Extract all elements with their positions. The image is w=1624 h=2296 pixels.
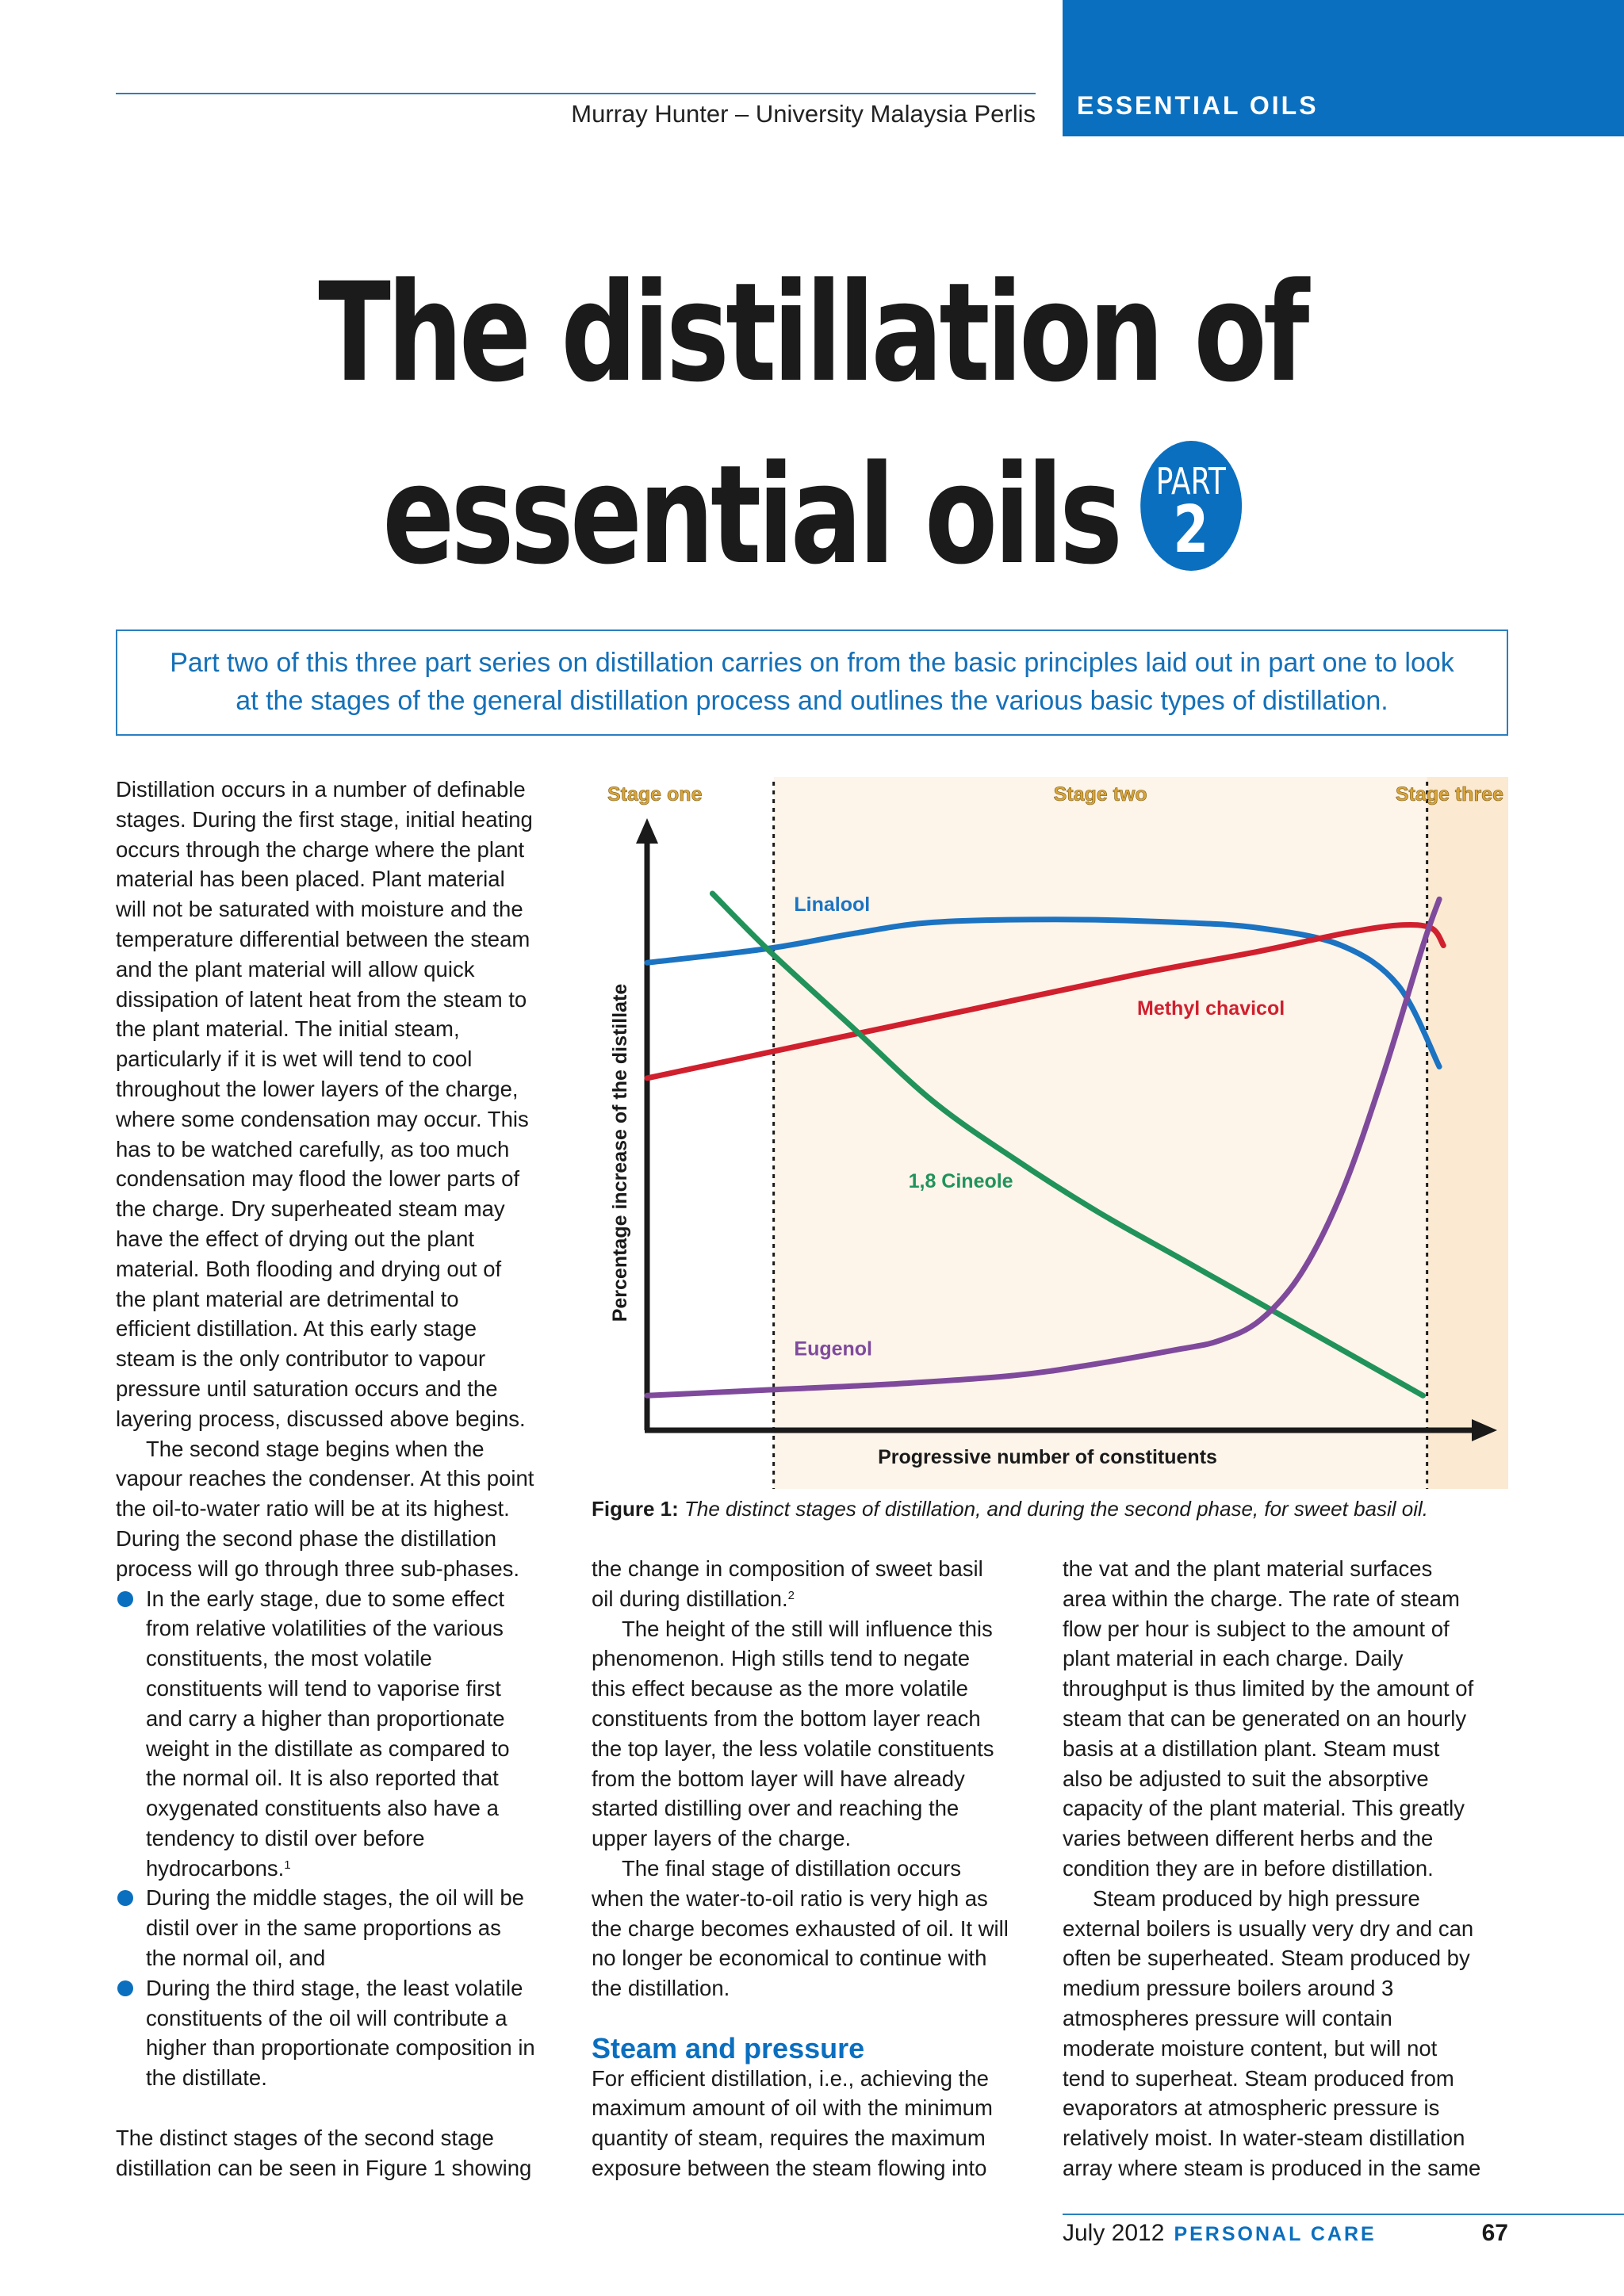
text-line-content: steam that can be generated on an hourly: [1063, 1705, 1467, 1731]
text-line-content: constituents of the oil will contribute a: [146, 2005, 508, 2030]
distillation-chart: [592, 777, 1508, 1489]
body-column-3: [1063, 1554, 1480, 2183]
text-line-content: Distillation occurs in a number of definable: [116, 777, 526, 802]
text-line: [592, 2003, 1009, 2034]
text-line: [1063, 2123, 1480, 2153]
text-line: [116, 1434, 535, 1464]
text-line: [116, 1674, 535, 1704]
page-title-line1: The distillation of: [318, 253, 1306, 412]
text-line: [592, 1554, 1009, 1584]
text-line: [1063, 1823, 1480, 1854]
text-line: [1063, 1734, 1480, 1764]
section-label: ESSENTIAL OILS: [1077, 91, 1319, 120]
text-line: [592, 1854, 1009, 1884]
page-title-line2-text: essential oils: [382, 435, 1120, 595]
text-line-content: where some condensation may occur. This: [116, 1106, 529, 1131]
body-column-2: [592, 1554, 1009, 2183]
text-line: [592, 1823, 1009, 1854]
magazine-name: PERSONAL CARE: [1174, 2223, 1377, 2245]
text-line: [592, 1644, 1009, 1674]
text-line: [1063, 1554, 1480, 1584]
reference-superscript: 1: [284, 1858, 291, 1872]
text-line: [116, 1524, 535, 1554]
text-line: [116, 1823, 535, 1854]
text-line: [116, 1943, 535, 1973]
text-line: [592, 1764, 1009, 1794]
text-line: [116, 1854, 535, 1884]
text-line: [1063, 2153, 1480, 2183]
text-line: [116, 1074, 535, 1104]
text-line: [116, 1164, 535, 1194]
page-title-line2: [178, 434, 1445, 595]
text-line: [116, 1104, 535, 1135]
text-line: [116, 2003, 535, 2034]
text-line: [116, 1464, 535, 1494]
text-line-content: the normal oil, and: [146, 1946, 326, 1971]
text-line: [116, 1135, 535, 1165]
body-column-1: [116, 775, 535, 2183]
text-line-content: condensation may flood the lower parts of: [116, 1166, 520, 1192]
text-line: [116, 1044, 535, 1074]
text-line: [116, 1194, 535, 1224]
text-line-content: often be superheated. Steam produced by: [1063, 1946, 1470, 1971]
text-line: [116, 1584, 535, 1614]
text-line: [116, 1613, 535, 1644]
text-line: [1063, 2003, 1480, 2034]
text-line-content: upper layers of the charge.: [592, 1826, 852, 1851]
text-line-content: the charge. Dry superheated steam may: [116, 1196, 505, 1222]
text-line-content: the charge becomes exhausted of oil. It will: [592, 1915, 1009, 1941]
text-line-content: Steam and pressure: [592, 2031, 865, 2064]
text-line-content: constituents from the bottom layer reach: [592, 1705, 981, 1731]
text-line-content: The height of the still will influence this: [622, 1616, 993, 1641]
text-line: [592, 1884, 1009, 1914]
text-line: [116, 775, 535, 805]
text-line: [1063, 1674, 1480, 1704]
series-label-methyl-chavicol: Methyl chavicol: [1137, 997, 1285, 1020]
subheading: [592, 2031, 1009, 2064]
text-line-content: the distillate.: [146, 2065, 267, 2091]
text-line: [1063, 1704, 1480, 1734]
text-line-content: and carry a higher than proportionate: [146, 1705, 505, 1731]
text-line: [1063, 1943, 1480, 1973]
text-line: [116, 864, 535, 894]
text-line: [116, 1734, 535, 1764]
text-line-content: the plant material are detrimental to: [116, 1286, 459, 1311]
text-line-content: the plant material. The initial steam,: [116, 1016, 460, 1042]
stage-label: Stage three: [1395, 783, 1503, 806]
stage-label: Stage two: [1053, 783, 1147, 806]
text-line: [116, 1554, 535, 1584]
x-axis-label: Progressive number of constituents: [878, 1446, 1217, 1468]
part-badge-number: 2: [1173, 492, 1209, 568]
text-line: [116, 2093, 535, 2123]
text-line: [116, 924, 535, 955]
text-line-content: this effect because as the more volatile: [592, 1676, 968, 1701]
text-line-content: medium pressure boilers around 3: [1063, 1976, 1394, 2001]
text-line: [116, 2063, 535, 2093]
text-line-content: stages. During the first stage, initial heating: [116, 806, 533, 832]
text-line: [116, 1644, 535, 1674]
text-line: [116, 955, 535, 985]
text-line: [116, 894, 535, 924]
text-line: [116, 1224, 535, 1254]
text-line: [1063, 1914, 1480, 1944]
text-line-content: During the second phase the distillation: [116, 1525, 497, 1551]
text-line-content: efficient distillation. At this early stage: [116, 1316, 477, 1341]
text-line-content: maximum amount of oil with the minimum: [592, 2095, 993, 2121]
stage-band: [1427, 777, 1508, 1489]
text-line: [1063, 2034, 1480, 2064]
text-line-content: evaporators at atmospheric pressure is: [1063, 2095, 1440, 2121]
text-line: [116, 1763, 535, 1793]
text-line-content: exposure between the steam flowing into: [592, 2155, 987, 2180]
stage-band: [774, 777, 1427, 1489]
text-line-content: flow per hour is subject to the amount of: [1063, 1616, 1450, 1641]
figure-caption-text: The distinct stages of distillation, and during the second phase, for sweet basil oil.: [684, 1497, 1429, 1521]
text-line-content: tendency to distil over before: [146, 1825, 425, 1850]
text-line-content: also be adjusted to suit the absorptive: [1063, 1766, 1429, 1791]
issue-date: July 2012: [1063, 2220, 1165, 2246]
text-line: [592, 1793, 1009, 1823]
text-line-content: area within the charge. The rate of steam: [1063, 1586, 1460, 1611]
text-line-content: plant material in each charge. Daily: [1063, 1646, 1404, 1671]
bullet-icon: [117, 1890, 133, 1906]
text-line: [116, 1404, 535, 1434]
standfirst-line2: at the stages of the general distillation process and outlines the various basic types of distillation.: [236, 686, 1388, 716]
text-line: [116, 1374, 535, 1404]
text-line: [1063, 1884, 1480, 1914]
text-line: [1063, 1793, 1480, 1823]
text-line: [592, 1734, 1009, 1764]
series-label-linalool: Linalool: [794, 893, 871, 916]
figure-caption-label: Figure 1:: [592, 1497, 679, 1521]
text-line-content: throughout the lower layers of the charge,: [116, 1076, 519, 1101]
text-line-content: steam is the only contributor to vapour: [116, 1346, 486, 1372]
text-line: [116, 1973, 535, 2003]
text-line-content: the change in composition of sweet basil: [592, 1556, 983, 1581]
text-line-content: the oil-to-water ratio will be at its highest.: [116, 1496, 510, 1521]
standfirst-line1: Part two of this three part series on distillation carries on from the basic principles laid out in part one to look: [170, 648, 1454, 678]
reference-superscript: 2: [787, 1588, 795, 1602]
stage-label: Stage one: [607, 783, 703, 806]
text-line: [592, 1614, 1009, 1644]
text-line: [116, 2123, 535, 2153]
text-line: [116, 985, 535, 1015]
text-line-content: process will go through three sub-phases.: [116, 1556, 520, 1581]
text-line-content: the top layer, the less volatile constituents: [592, 1735, 994, 1761]
text-line-content: from the bottom layer will have already: [592, 1766, 965, 1791]
text-line-content: vapour reaches the condenser. At this point: [116, 1466, 534, 1491]
text-line-content: the distillation.: [592, 1976, 730, 2001]
text-line-content: material. Both flooding and drying out of: [116, 1256, 502, 1281]
text-line-content: The second stage begins when the: [146, 1436, 485, 1461]
text-line-content: distil over in the same proportions as: [146, 1915, 501, 1941]
header-rule: [116, 93, 1036, 94]
footer-rule: [1063, 2214, 1624, 2215]
bullet-icon: [117, 1591, 133, 1607]
text-line: [116, 1494, 535, 1524]
text-line: [116, 1704, 535, 1734]
standfirst-box: [116, 629, 1508, 736]
text-line-content: the vat and the plant material surfaces: [1063, 1556, 1433, 1581]
text-line: [116, 1883, 535, 1913]
text-line: [592, 1943, 1009, 1973]
text-line-content: pressure until saturation occurs and the: [116, 1376, 498, 1401]
text-line: [592, 1704, 1009, 1734]
text-line-content: and the plant material will allow quick: [116, 956, 475, 982]
text-line-content: varies between different herbs and the: [1063, 1826, 1434, 1851]
text-line-content: have the effect of drying out the plant: [116, 1226, 475, 1251]
text-line: [592, 2123, 1009, 2153]
footer: [1063, 2220, 1508, 2247]
text-line: [1063, 1973, 1480, 2003]
text-line-content: In the early stage, due to some effect: [146, 1586, 504, 1611]
section-tab: [1063, 0, 1624, 136]
text-line-content: when the water-to-oil ratio is very high as: [592, 1885, 988, 1911]
text-line-content: moderate moisture content, but will not: [1063, 2035, 1438, 2061]
text-line: [116, 835, 535, 865]
text-line-content: material has been placed. Plant material: [116, 867, 505, 892]
text-line-content: array where steam is produced in the same: [1063, 2155, 1481, 2180]
text-line: [1063, 2064, 1480, 2094]
y-axis-label: Percentage increase of the distillate: [609, 983, 631, 1322]
text-line-content: capacity of the plant material. This greatly: [1063, 1796, 1465, 1821]
text-line-content: particularly if it is wet will tend to cool: [116, 1047, 473, 1072]
series-label-eugenol: Eugenol: [794, 1337, 873, 1360]
text-line-content: The distinct stages of the second stage: [116, 2125, 494, 2150]
text-line-content: started distilling over and reaching the: [592, 1796, 959, 1821]
page-number: 67: [1481, 2220, 1508, 2246]
figure-caption: [592, 1497, 1428, 1521]
byline: Murray Hunter – University Malaysia Perlis: [571, 100, 1036, 128]
text-line-content: distillation can be seen in Figure 1 showing: [116, 2155, 532, 2180]
text-line-content: For efficient distillation, i.e., achieving the: [592, 2065, 989, 2091]
text-line-content: no longer be economical to continue with: [592, 1946, 987, 1971]
series-label-1-8-cineole: 1,8 Cineole: [908, 1170, 1013, 1193]
bullet-icon: [117, 1980, 133, 1996]
text-line: [592, 2153, 1009, 2183]
text-line: [592, 1914, 1009, 1944]
text-line-content: constituents will tend to vaporise first: [146, 1675, 501, 1701]
text-line-content: tend to superheat. Steam produced from: [1063, 2065, 1454, 2091]
text-line-content: occurs through the charge where the plant: [116, 836, 525, 862]
text-line-content: basis at a distillation plant. Steam must: [1063, 1735, 1440, 1761]
text-line: [116, 1314, 535, 1344]
text-line: [1063, 1614, 1480, 1644]
text-line-content: quantity of steam, requires the maximum: [592, 2126, 986, 2151]
text-line: [1063, 1854, 1480, 1884]
text-line: [592, 1674, 1009, 1704]
text-line-content: the normal oil. It is also reported that: [146, 1766, 499, 1791]
text-line-content: temperature differential between the steam: [116, 926, 530, 951]
text-line-content: dissipation of latent heat from the steam to: [116, 986, 527, 1012]
text-line: [592, 1973, 1009, 2003]
text-line-content: throughput is thus limited by the amount of: [1063, 1676, 1474, 1701]
text-line: [116, 1254, 535, 1284]
text-line: [116, 2153, 535, 2183]
part-badge-label: PART: [1155, 460, 1226, 503]
text-line: [1063, 1584, 1480, 1614]
text-line-content: will not be saturated with moisture and the: [116, 897, 523, 922]
text-line-content: weight in the distillate as compared to: [146, 1735, 510, 1761]
text-line: [592, 2093, 1009, 2123]
text-line: [116, 1793, 535, 1823]
text-line: [1063, 1644, 1480, 1674]
text-line-content: oil during distillation.: [592, 1586, 788, 1611]
text-line-content: constituents, the most volatile: [146, 1646, 432, 1671]
text-line: [1063, 2093, 1480, 2123]
text-line-content: During the third stage, the least volatile: [146, 1975, 523, 2000]
text-line-content: During the middle stages, the oil will be: [146, 1885, 524, 1911]
text-line: [116, 2033, 535, 2063]
text-line-content: hydrocarbons.: [146, 1855, 285, 1881]
text-line: [116, 1344, 535, 1374]
text-line: [116, 1014, 535, 1044]
text-line: [1063, 1764, 1480, 1794]
text-line-content: from relative volatilities of the various: [146, 1616, 504, 1641]
text-line-content: relatively moist. In water-steam distillation: [1063, 2126, 1465, 2151]
text-line-content: layering process, discussed above begins.: [116, 1406, 526, 1431]
text-line-content: oxygenated constituents also have a: [146, 1796, 499, 1821]
text-line-content: has to be watched carefully, as too much: [116, 1136, 510, 1161]
text-line: [116, 1284, 535, 1314]
text-line: [592, 1584, 1009, 1614]
part-badge: [1140, 441, 1242, 571]
text-line: [116, 805, 535, 835]
text-line-content: Steam produced by high pressure: [1093, 1885, 1420, 1911]
text-line-content: higher than proportionate composition in: [146, 2035, 535, 2061]
text-line-content: The final stage of distillation occurs: [622, 1855, 961, 1881]
text-line: [592, 2064, 1009, 2094]
text-line: [116, 1913, 535, 1943]
text-line-content: external boilers is usually very dry and can: [1063, 1915, 1474, 1941]
text-line-content: phenomenon. High stills tend to negate: [592, 1646, 970, 1671]
text-line-content: atmospheres pressure will contain: [1063, 2005, 1392, 2030]
figure-1: [592, 777, 1508, 1489]
text-line-content: condition they are in before distillation.: [1063, 1855, 1434, 1881]
